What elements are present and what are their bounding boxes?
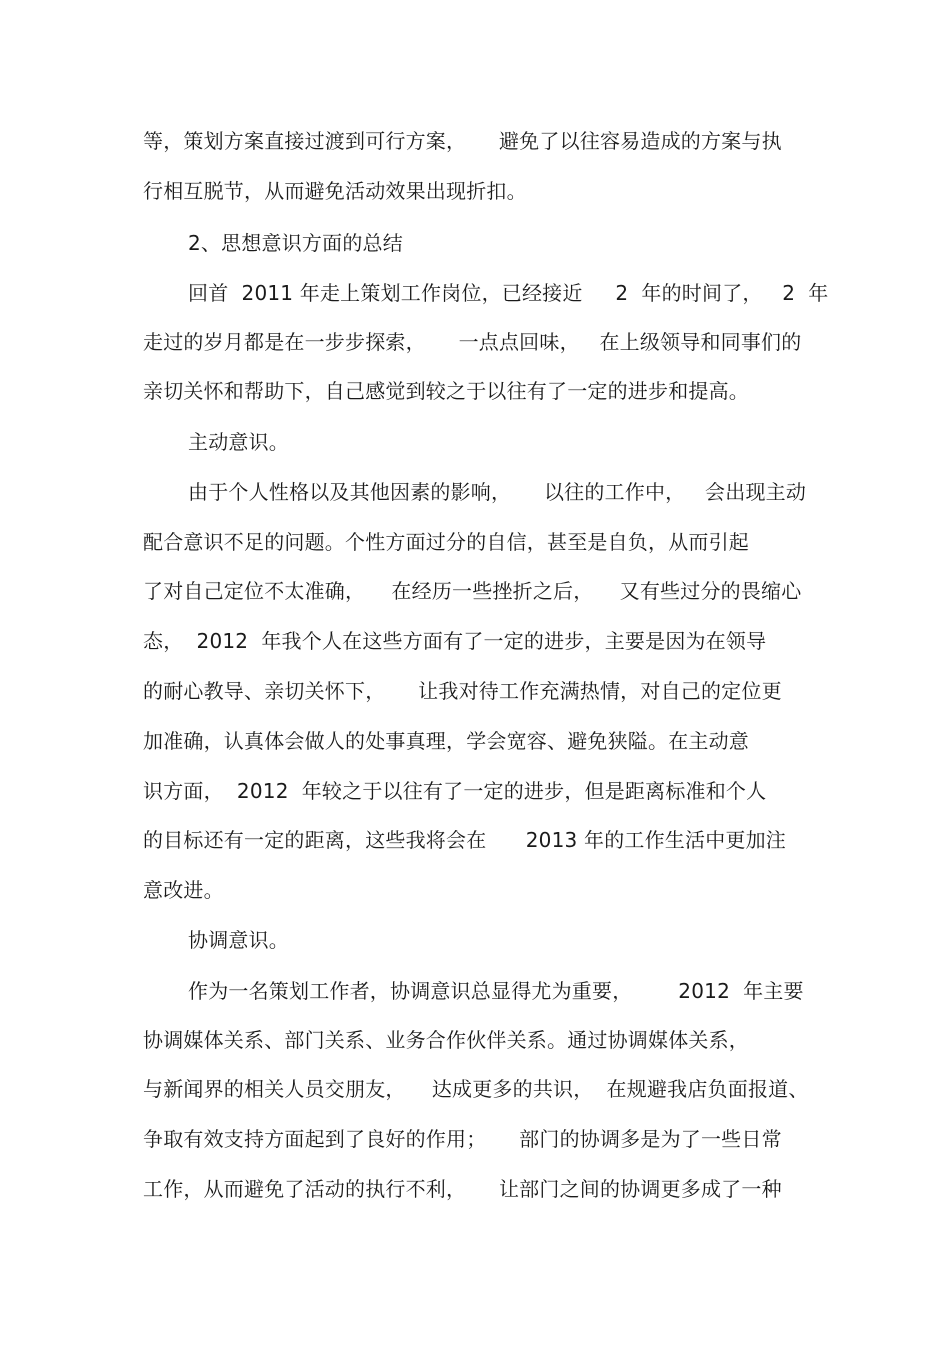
text-line-18: 作为一名策划工作者，协调意识总显得尤为重要， 2012 年主要	[188, 979, 804, 1003]
text-line-14: 识方面， 2012 年较之于以往有了一定的进步，但是距离标准和个人	[143, 779, 767, 803]
text-line-2: 行相互脱节，从而避免活动效果出现折扣。	[143, 179, 527, 203]
text-line-13: 加准确，认真体会做人的处事真理，学会宽容、避免狭隘。在主动意	[143, 729, 749, 753]
text-line-4: 回首 2011 年走上策划工作岗位，已经接近 2 年的时间了， 2 年	[188, 281, 829, 305]
text-line-20: 与新闻界的相关人员交朋友， 达成更多的共识， 在规避我店负面报道、	[143, 1077, 809, 1101]
text-line-8: 由于个人性格以及其他因素的影响， 以往的工作中， 会出现主动	[188, 480, 807, 504]
text-line-21: 争取有效支持方面起到了良好的作用； 部门的协调多是为了一些日常	[143, 1127, 782, 1151]
subheading-coordination: 协调意识。	[188, 928, 289, 952]
text-line-22: 工作，从而避免了活动的执行不利， 让部门之间的协调更多成了一种	[143, 1177, 782, 1201]
text-line-15: 的目标还有一定的距离，这些我将会在 2013 年的工作生活中更加注	[143, 828, 786, 852]
text-line-5: 走过的岁月都是在一步步探索， 一点点回味， 在上级领导和同事们的	[143, 330, 802, 354]
text-line-1: 等，策划方案直接过渡到可行方案， 避免了以往容易造成的方案与执	[143, 129, 782, 153]
text-line-6: 亲切关怀和帮助下，自己感觉到较之于以往有了一定的进步和提高。	[143, 379, 749, 403]
section-heading: 2、思想意识方面的总结	[188, 231, 403, 255]
text-line-10: 了对自己定位不太准确， 在经历一些挫折之后， 又有些过分的畏缩心	[143, 579, 802, 603]
text-line-11: 态， 2012 年我个人在这些方面有了一定的进步，主要是因为在领导	[143, 629, 767, 653]
text-line-12: 的耐心教导、亲切关怀下， 让我对待工作充满热情，对自己的定位更	[143, 679, 782, 703]
text-line-19: 协调媒体关系、部门关系、业务合作伙伴关系。通过协调媒体关系，	[143, 1028, 749, 1052]
text-line-9: 配合意识不足的问题。个性方面过分的自信，甚至是自负，从而引起	[143, 530, 749, 554]
text-line-16: 意改进。	[143, 878, 224, 902]
subheading-initiative: 主动意识。	[188, 430, 289, 454]
